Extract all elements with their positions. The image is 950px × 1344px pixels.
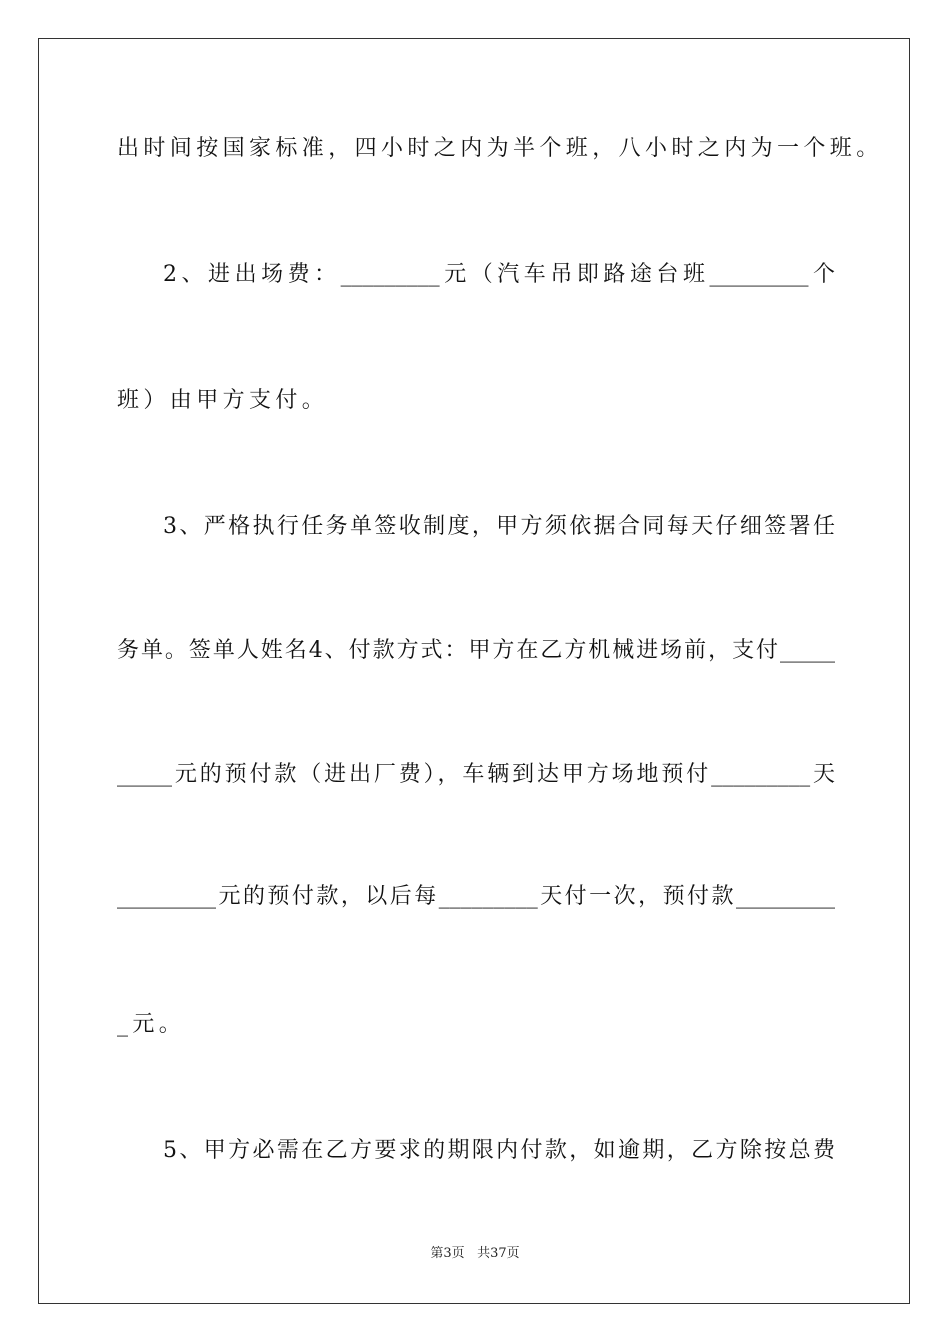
page-footer bbox=[0, 1245, 950, 1263]
body-line-2: 2、进出场费：_________元（汽车吊即路途台班_________个 bbox=[163, 262, 835, 287]
body-line-1: 出时间按国家标准，四小时之内为半个班，八小时之内为一个班。 bbox=[117, 136, 883, 161]
total-pages: 共37页 bbox=[477, 1246, 520, 1261]
body-line-4: 3、严格执行任务单签收制度，甲方须依据合同每天仔细签署任 bbox=[163, 514, 835, 539]
body-line-9: 5、甲方必需在乙方要求的期限内付款，如逾期，乙方除按总费 bbox=[163, 1138, 835, 1163]
body-line-6: _____元的预付款（进出厂费），车辆到达甲方场地预付_________天 bbox=[117, 762, 835, 787]
body-line-7: _________元的预付款，以后每_________天付一次，预付款_________ bbox=[117, 884, 835, 909]
page-border bbox=[38, 38, 910, 1304]
body-line-8: _元。 bbox=[117, 1012, 186, 1037]
body-line-5: 务单。签单人姓名4、付款方式：甲方在乙方机械进场前，支付_____ bbox=[117, 638, 835, 663]
page-number: 第3页 bbox=[430, 1246, 465, 1261]
body-line-3: 班）由甲方支付。 bbox=[117, 388, 329, 413]
